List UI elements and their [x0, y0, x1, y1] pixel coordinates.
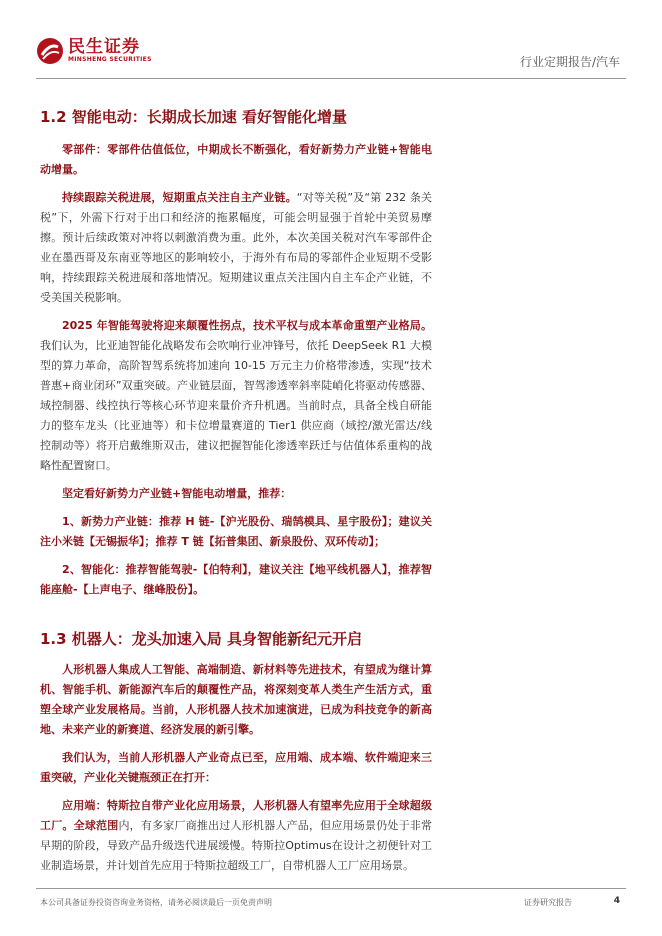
page-header — [0, 0, 662, 80]
paragraph — [40, 660, 432, 740]
header-divider — [36, 78, 626, 79]
paragraph — [40, 512, 432, 552]
page-number: 4 — [613, 896, 620, 906]
paragraph-text: 我们认为，当前人形机器人产业奇点已至，应用端、成本端、软件端迎来三重突破，产业化关键瓶颈正在打开： — [40, 751, 432, 784]
paragraph-text: 内，有多家厂商推出过人形机器人产品，但应用场景仍处于非常早期的阶段，导致产品升级迭代进展缓慢。特斯拉Optimus在设计之初便针对工业制造场景，并计划首先应用于特斯拉超级工厂，自带机器人工厂应用场景。 — [40, 819, 433, 872]
paragraph-text: 人形机器人集成人工智能、高端制造、新材料等先进技术，有望成为继计算机、智能手机、新能源汽车后的颠覆性产品，将深刻变革人类生产生活方式，重塑全球产业发展格局。当前，人形机器人技术加速演进，已成为科技竞争的新高地、未来产业的新赛道、经济发展的新引擎。 — [40, 663, 432, 736]
paragraph — [40, 188, 432, 308]
minsheng-logo — [36, 37, 152, 65]
paragraph-text: “对等关税”及“第 232 条关税”下，外需下行对于出口和经济的拖累幅度，可能会明显强于首轮中美贸易摩擦。预计后续政策对冲将以刺激消费为重。此外，本次美国关税对汽车零部件企业在墨西哥及东南亚等地区的影响较小，于海外有布局的零部件企业短期不受影响，持续跟踪关税进展和落地情况。短期建议重点关注国内自主车企产业链，不受美国关税影响。 — [40, 191, 432, 304]
paragraph — [40, 140, 432, 180]
paragraph-text: 零部件：零部件估值低位，中期成长不断强化，看好新势力产业链+智能电动增量。 — [40, 143, 432, 176]
logo-chinese-name: 民生证券 — [68, 37, 140, 57]
section-1-3-body — [40, 660, 432, 876]
paragraph — [40, 796, 432, 876]
paragraph-lead: 持续跟踪关税进展，短期重点关注自主产业链。 — [62, 191, 297, 204]
report-type: 行业定期报告/汽车 — [519, 55, 620, 69]
paragraph — [40, 316, 432, 476]
footer-disclaimer: 本公司具备证券投资咨询业务资格，请务必阅读最后一页免责声明 — [40, 898, 272, 907]
paragraph — [40, 748, 432, 788]
paragraph-text: 2、智能化：推荐智能驾驶-【伯特利】，建议关注【地平线机器人】，推荐智能座舱-【上声电子、继峰股份】。 — [40, 563, 432, 596]
paragraph — [40, 484, 432, 504]
paragraph-text: 我们认为，比亚迪智能化战略发布会吹响行业冲锋号，依托 DeepSeek R1 大模型的算力革命，高阶智驾系统将加速向 10-15 万元主力价格带渗透，实现“技术普惠+商业闭环”双重突破。产业链层面，智驾渗透率斜率陡峭化将驱动传感器、域控制器、线控执行等核心环节迎来量价齐升机遇。当前时点，具备全栈自研能力的整车龙头（比亚迪等）和卡位增量赛道的 Tier1 供应商（域控/激光雷达/线控制动等）将开启戴维斯双击，建议把握智能化渗透率跃迁与估值体系重构的战略性配置窗口。 — [40, 339, 432, 472]
paragraph-lead: 2025 年智能驾驶将迎来颠覆性拐点，技术平权与成本革命重塑产业格局。 — [62, 319, 432, 332]
paragraph-text: 坚定看好新势力产业链+智能电动增量，推荐： — [62, 487, 292, 500]
paragraph-text: 1、新势力产业链：推荐 H 链-【沪光股份、瑞鹄模具、星宇股份】；建议关注小米链【无锡振华】；推荐 T 链【拓普集团、新泉股份、双环传动】； — [40, 515, 432, 548]
paragraph-lead: 应用端：特斯拉自带产业化应用场景，人形机器人有望率先应用于全球超级工厂。全球范围 — [40, 799, 432, 832]
minsheng-logo-icon — [36, 37, 64, 65]
section-1-2-body — [40, 140, 432, 600]
paragraph — [40, 560, 432, 600]
section-heading-1-3: 1.3 机器人：龙头加速入局 具身智能新纪元开启 — [40, 630, 363, 648]
logo-english-name: MINSHENG SECURITIES — [68, 56, 152, 63]
section-heading-1-2: 1.2 智能电动：长期成长加速 看好智能化增量 — [40, 108, 348, 126]
footer-doc-type: 证券研究报告 — [524, 898, 572, 907]
footer-divider — [36, 888, 626, 889]
